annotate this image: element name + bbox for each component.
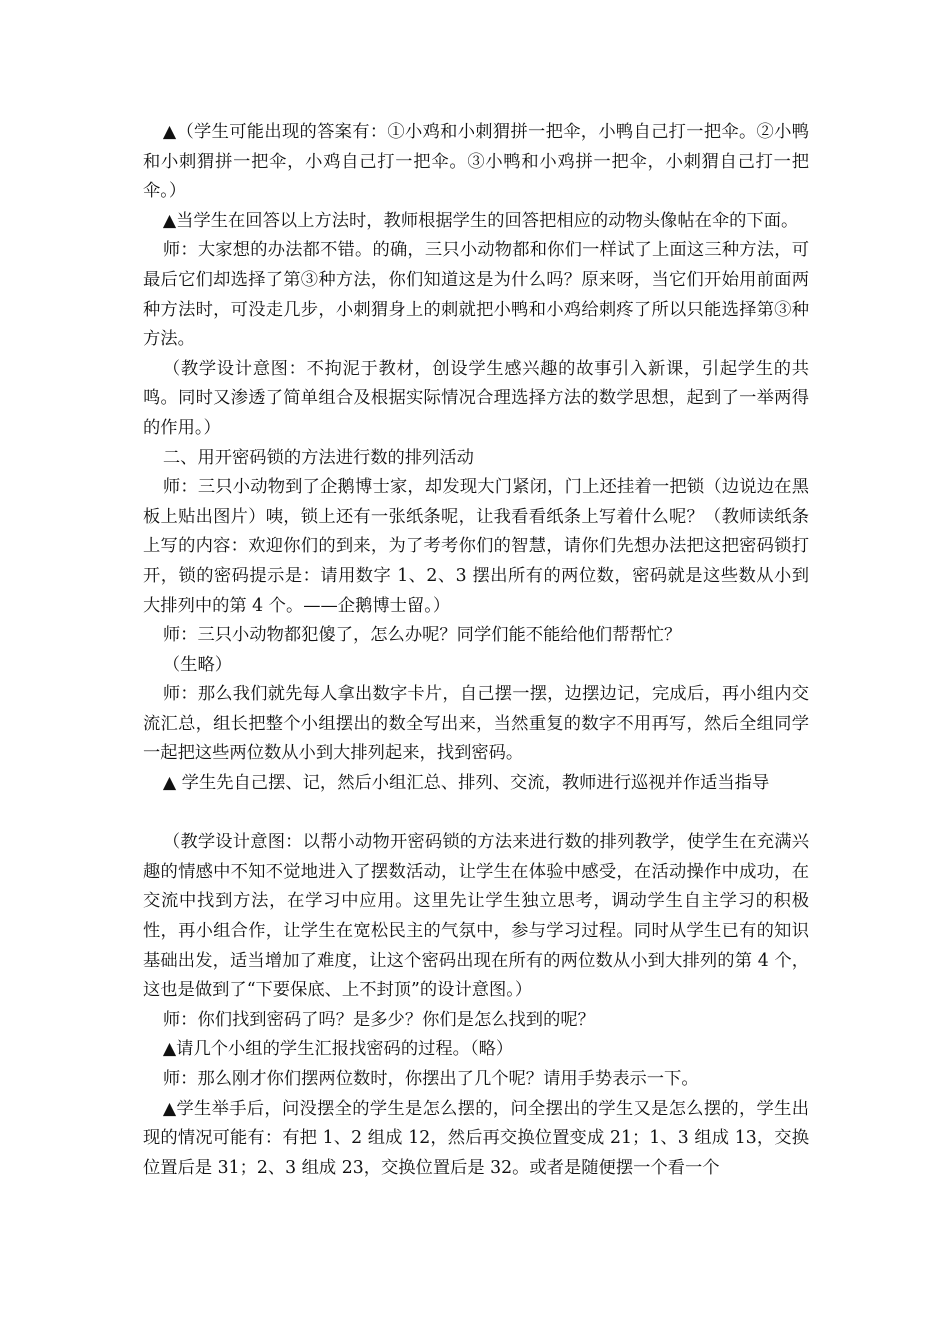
paragraph-help-request: 师：三只小动物都犯傻了，怎么办呢？同学们能不能给他们帮帮忙？ (162, 625, 682, 646)
paragraph-group-report: ▲请几个小组的学生汇报找密码的过程。（略） (162, 1039, 514, 1060)
paragraph-student-omitted: （生略） (162, 654, 233, 675)
paragraph-possible-answers: ▲（学生可能出现的答案有：①小鸡和小刺猬拼一把伞，小鸭自己打一把伞。②小鸭和小刺猬拼一把伞，小鸡自己打一把伞。③小鸭和小鸡拼一把伞，小刺猬自己打一把伞。） (143, 122, 809, 202)
paragraph-teacher-explains-method: 师：大家想的办法都不错。的确，三只小动物都和你们一样试了上面这三种方法，可最后它们却选择了第③种方法，你们知道这是为什么吗？原来呀，当它们开始用前面两种方法时，可没走几步，小刺猬身上的刺就把小鸭和小鸡给刺疼了所以只能选择第③种方法。 (143, 240, 809, 350)
document-body (143, 118, 809, 1183)
section-heading-2: 二、用开密码锁的方法进行数的排列活动 (162, 447, 474, 468)
paragraph-card-activity: 师：那么我们就先每人拿出数字卡片，自己摆一摆，边摆边记，完成后，再小组内交流汇总，组长把整个小组摆出的数全写出来，当然重复的数字不用再写，然后全组同学一起把这些两位数从小到大排列起来，找到密码。 (143, 684, 809, 764)
paragraph-student-arrange: ▲ 学生先自己摆、记，然后小组汇总、排列、交流，教师进行巡视并作适当指导 (162, 773, 770, 794)
paragraph-design-intent-2: （教学设计意图：以帮小动物开密码锁的方法来进行数的排列教学，使学生在充满兴趣的情感中不知不觉地进入了摆数活动，让学生在体验中感受，在活动操作中成功，在交流中找到方法，在学习中应用。这里先让学生独立思考，调动学生自主学习的积极性，再小组合作，让学生在宽松民主的气氛中，参与学习过程。同时从学生已有的知识基础出发，适当增加了难度，让这个密码出现在所有的两位数从小到大排列的第 4 个，这也是做到了“下要保底、上不封顶”的设计意图。） (143, 832, 809, 1001)
paragraph-design-intent-1: （教学设计意图：不拘泥于教材，创设学生感兴趣的故事引入新课，引起学生的共鸣。同时又渗透了简单组合及根据实际情况合理选择方法的数学思想，起到了一举两得的作用。） (143, 358, 809, 438)
paragraph-student-cases: ▲学生举手后，问没摆全的学生是怎么摆的，问全摆出的学生又是怎么摆的，学生出现的情况可能有：有把 1、2 组成 12，然后再交换位置变成 21；1、3 组成 13，交换位置后是 31；2、3 组成 23，交换位置后是 32。或者是随便摆一个看一个 (143, 1098, 809, 1178)
paragraph-teacher-posts-heads: ▲当学生在回答以上方法时，教师根据学生的回答把相应的动物头像帖在伞的下面。 (162, 210, 799, 231)
paragraph-found-password: 师：你们找到密码了吗？是多少？你们是怎么找到的呢？ (162, 1009, 595, 1030)
paragraph-penguin-lock: 师：三只小动物到了企鹅博士家，却发现大门紧闭，门上还挂着一把锁（边说边在黑板上贴出图片）咦，锁上还有一张纸条呢，让我看看纸条上写着什么呢？（教师读纸条上写的内容：欢迎你们的到来，为了考考你们的智慧，请你们先想办法把这把密码锁打开，锁的密码提示是：请用数字 1、2、3 摆出所有的两位数，密码就是这些数从小到大排列中的第 4 个。——企鹅博士留。） (143, 477, 809, 616)
paragraph-hand-gesture: 师：那么刚才你们摆两位数时，你摆出了几个呢？请用手势表示一下。 (162, 1069, 699, 1089)
blank-line (143, 799, 809, 829)
